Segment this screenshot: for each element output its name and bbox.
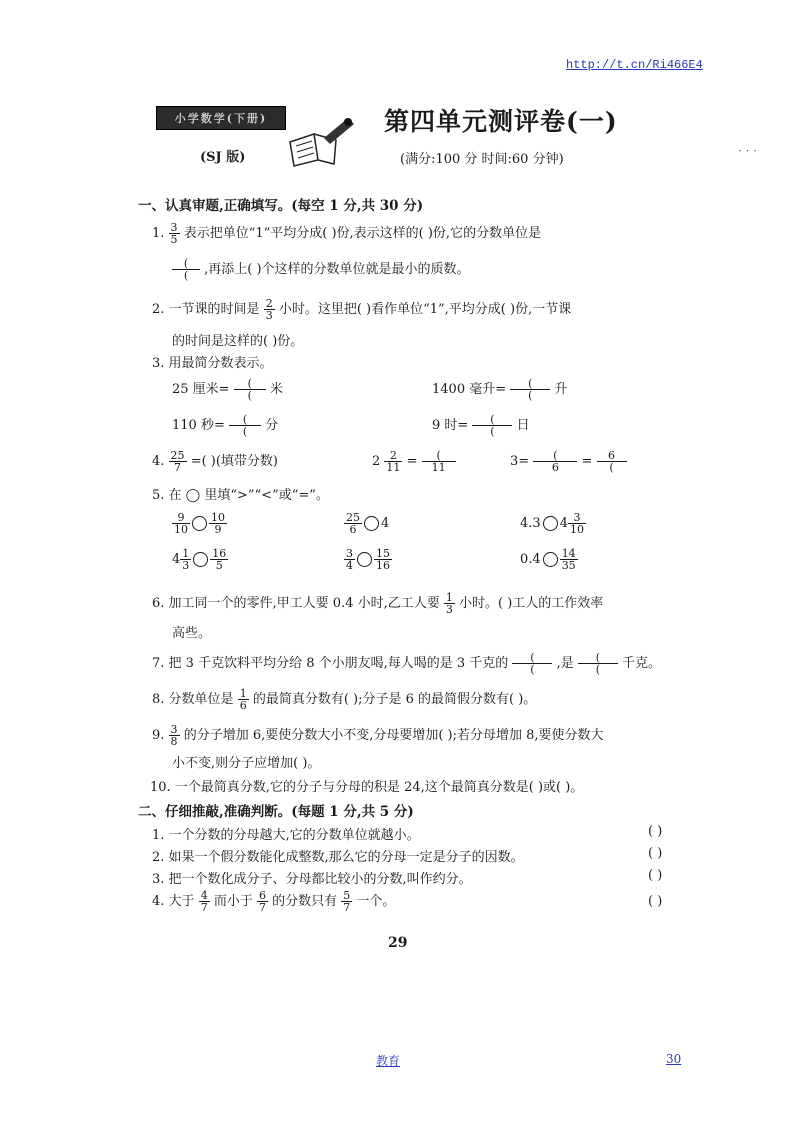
q3-2-unit: 升 <box>554 382 568 397</box>
q9-text-a: 的分子增加 6,要使分数大小不变,分母要增加( );若分母增加 8,要使分数大 <box>183 728 604 743</box>
page-title: 第四单元测评卷(一) <box>384 107 618 136</box>
fraction-16-5: $\frac{16}{5}$ <box>212 547 227 572</box>
question-1-line-1 <box>152 222 541 245</box>
q7-text-a: 7. 把 3 千克饮料平均分给 8 个小朋友喝,每人喝的是 3 千克的 <box>152 656 509 671</box>
fraction-9-10: $\frac{9}{10}$ <box>174 511 188 536</box>
q1-text-b: ,再添上( )个这样的分数单位就是最小的质数。 <box>204 262 470 277</box>
compare-4-whole: 4 <box>172 552 181 567</box>
judge-answer-4[interactable]: ( ) <box>648 894 663 909</box>
fraction-3-8: $\frac{3}{8}$ <box>170 723 178 748</box>
question-4-item-1 <box>152 450 278 473</box>
blank-fraction: ( ( <box>512 652 552 675</box>
section-2-heading: 二、仔细推敲,准确判断。(每题 1 分,共 5 分) <box>138 804 414 820</box>
compare-3-left: 4.3 <box>520 516 541 531</box>
compare-3 <box>520 512 586 535</box>
fraction-2-11: $\frac{2}{11}$ <box>386 449 401 474</box>
blank-fraction: ( ( <box>472 414 512 437</box>
q4-1-text: =( )(填带分数) <box>190 454 278 469</box>
q3-2-text: 1400 毫升= <box>432 382 507 397</box>
compare-2-right: 4 <box>381 516 390 531</box>
j4-text-c: 的分数只有 <box>272 894 338 909</box>
q1-number: 1. <box>152 226 169 241</box>
badge-text: 小学数学(下册) <box>174 112 268 125</box>
fraction-25-7: $\frac{25}{7}$ <box>170 449 185 474</box>
question-8 <box>152 688 536 711</box>
q8-text-b: 的最简真分数有( );分子是 6 的最简假分数有( )。 <box>252 692 537 707</box>
fraction-1-6: $\frac{1}{6}$ <box>239 687 247 712</box>
compare-2 <box>344 512 389 535</box>
page-number: 29 <box>388 935 408 951</box>
judge-item-4 <box>152 890 395 913</box>
fraction-15-16: $\frac{15}{16}$ <box>376 547 390 572</box>
question-3-item-2 <box>432 378 567 401</box>
q1-text-a: 表示把单位“1”平均分成( )份,表示这样的( )份,它的分数单位是 <box>183 226 542 241</box>
q3-1-unit: 米 <box>269 382 283 397</box>
question-1-line-2 <box>172 258 470 281</box>
q4-2-whole: 2 <box>372 454 381 469</box>
blank-fraction: ( ( <box>578 652 618 675</box>
j4-text-a: 4. 大于 <box>152 894 195 909</box>
q4-number: 4. <box>152 454 169 469</box>
j4-text-b: 而小于 <box>213 894 253 909</box>
fraction-14-35: $\frac{14}{35}$ <box>561 547 576 572</box>
fraction-2-3: $\frac{2}{3}$ <box>265 297 273 322</box>
question-9-line-1 <box>152 724 604 747</box>
question-3-item-4 <box>432 414 530 437</box>
fraction-6-7: $\frac{6}{7}$ <box>258 889 266 914</box>
compare-6-left: 0.4 <box>520 552 541 567</box>
fraction-4-7: $\frac{4}{7}$ <box>200 889 208 914</box>
q3-4-text: 9 时= <box>432 418 469 433</box>
blank-fraction: ( 6 <box>533 450 577 473</box>
fraction-3-5: $\frac{3}{5}$ <box>170 221 178 246</box>
compare-4 <box>172 548 228 571</box>
compare-1 <box>172 512 227 535</box>
q3-3-text: 110 秒= <box>172 418 225 433</box>
q8-text-a: 8. 分数单位是 <box>152 692 234 707</box>
question-2-line-1 <box>152 298 571 321</box>
judge-item-2: 2. 如果一个假分数能化成整数,那么它的分母一定是分子的因数。 <box>152 850 524 865</box>
compare-circle[interactable] <box>364 516 379 531</box>
question-5-label: 5. 在 ◯ 里填“>”“<”或“=”。 <box>152 488 329 503</box>
q6-text-a: 6. 加工同一个的零件,甲工人要 0.4 小时,乙工人要 <box>152 596 440 611</box>
q7-text-b: ,是 <box>556 656 574 671</box>
fraction-5-7: $\frac{5}{7}$ <box>343 889 351 914</box>
compare-circle[interactable] <box>543 552 558 567</box>
q3-4-unit: 日 <box>516 418 530 433</box>
compare-circle[interactable] <box>192 516 207 531</box>
q4-3-whole: 3= <box>510 454 530 469</box>
question-9-line-2: 小不变,则分子应增加( )。 <box>172 756 321 771</box>
book-pencil-icon <box>284 112 356 170</box>
blank-fraction: ( 11 <box>422 450 456 473</box>
j4-text-d: 一个。 <box>356 894 396 909</box>
question-3-item-1 <box>172 378 283 401</box>
fraction-25-6: $\frac{25}{6}$ <box>346 511 360 536</box>
judge-answer-2[interactable]: ( ) <box>648 846 663 861</box>
edition-label: (SJ 版) <box>200 150 246 165</box>
fraction-1-3: $\frac{1}{3}$ <box>182 547 190 572</box>
fraction-3-4: $\frac{3}{4}$ <box>346 547 353 572</box>
question-4-item-2: 2 $\frac{2}{11}$ = ( 11 <box>372 450 456 473</box>
compare-circle[interactable] <box>357 552 372 567</box>
question-2-line-2: 的时间是这样的( )份。 <box>172 334 304 349</box>
judge-answer-1[interactable]: ( ) <box>648 824 663 839</box>
exam-info: (满分:100 分 时间:60 分钟) <box>400 152 564 167</box>
fraction-1-3: $\frac{1}{3}$ <box>445 591 453 616</box>
question-6-line-2: 高些。 <box>172 626 212 641</box>
judge-item-1: 1. 一个分数的分母越大,它的分数单位就越小。 <box>152 828 420 843</box>
blank-fraction: ( ( <box>234 378 266 401</box>
question-6-line-1 <box>152 592 603 615</box>
compare-circle[interactable] <box>543 516 558 531</box>
question-4-item-3: 3= ( 6 = 6 ( <box>510 450 627 473</box>
source-url-link[interactable]: http://t.cn/Ri466E4 <box>566 58 703 72</box>
side-dots: · · · <box>738 144 758 158</box>
q2-text-b: 小时。这里把( )看作单位“1”,平均分成( )份,一节课 <box>278 302 572 317</box>
footer-link[interactable]: 教育 <box>376 1054 401 1068</box>
q9-number: 9. <box>152 728 169 743</box>
footer-page-link[interactable]: 30 <box>666 1052 682 1066</box>
section-1-heading: 一、认真审题,正确填写。(每空 1 分,共 30 分) <box>138 198 424 214</box>
question-3-label: 3. 用最简分数表示。 <box>152 356 273 371</box>
blank-fraction: ( ( <box>510 378 550 401</box>
q7-text-c: 千克。 <box>621 656 661 671</box>
q3-1-text: 25 厘米= <box>172 382 230 397</box>
q2-text-a: 2. 一节课的时间是 <box>152 302 260 317</box>
q6-text-b: 小时。( )工人的工作效率 <box>459 596 604 611</box>
question-3-item-3 <box>172 414 278 437</box>
question-10: 10. 一个最简真分数,它的分子与分母的积是 24,这个最简真分数是( )或( )。 <box>150 780 584 795</box>
compare-circle[interactable] <box>193 552 208 567</box>
blank-fraction: 6 ( <box>597 450 627 473</box>
compare-3-right-whole: 4 <box>559 516 568 531</box>
fraction-10-9: $\frac{10}{9}$ <box>211 511 225 536</box>
fraction-3-10: $\frac{3}{10}$ <box>569 511 584 536</box>
q3-3-unit: 分 <box>265 418 279 433</box>
judge-answer-3[interactable]: ( ) <box>648 868 663 883</box>
question-7 <box>152 652 661 675</box>
judge-item-3: 3. 把一个数化成分子、分母都比较小的分数,叫作约分。 <box>152 872 472 887</box>
blank-fraction: ( ( <box>229 414 261 437</box>
blank-fraction: ( ( <box>172 258 200 281</box>
book-series-badge <box>156 106 286 130</box>
compare-5 <box>344 548 392 571</box>
compare-6 <box>520 548 578 571</box>
